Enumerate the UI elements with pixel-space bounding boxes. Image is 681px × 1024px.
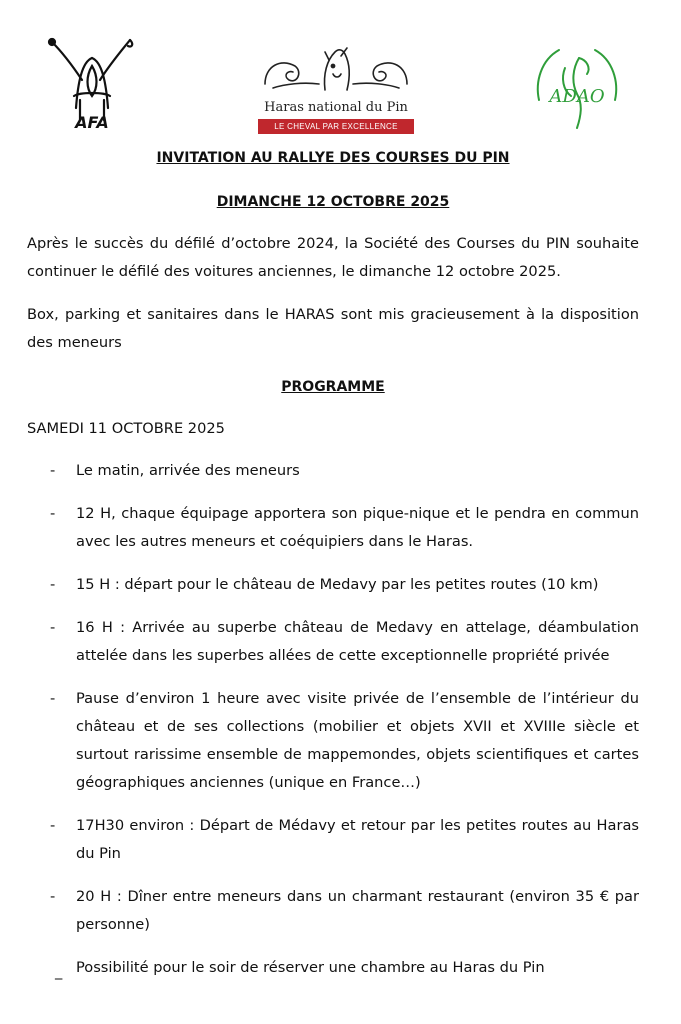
haras-logo-name: Haras national du Pin [264, 100, 408, 115]
program-title: PROGRAMME [281, 379, 385, 395]
event-date: DIMANCHE 12 OCTOBRE 2025 [216, 194, 450, 210]
list-dash: - [50, 690, 56, 707]
list-dash: - [50, 619, 56, 636]
list-item-text: 16 H : Arrivée au superbe château de Medavy en attelage, déambulation attelée dans les superbes allées de cette exceptionnelle propriété privée [76, 619, 639, 664]
logo-header [0, 36, 681, 136]
svg-text:AFA: AFA [75, 113, 109, 132]
list-item [27, 457, 639, 485]
list-item-text: 12 H, chaque équipage apportera son pique-nique et le pendra en commun avec les autres meneurs et coéquipiers dans le Haras. [76, 505, 639, 550]
afa-logo-icon [46, 36, 138, 132]
svg-text:ADAO: ADAO [549, 86, 605, 107]
list-item-text: 15 H : départ pour le château de Medavy par les petites routes (10 km) [76, 576, 599, 593]
list-dash: - [50, 576, 56, 593]
list-item-text: Possibilité pour le soir de réserver une chambre au Haras du Pin [76, 959, 545, 976]
adao-logo-icon [527, 38, 627, 134]
haras-logo-tagline: LE CHEVAL PAR EXCELLENCE [258, 119, 414, 134]
list-item [27, 571, 639, 599]
list-item-text: 20 H : Dîner entre meneurs dans un charmant restaurant (environ 35 € par personne) [76, 888, 639, 933]
list-dash: - [50, 462, 56, 479]
list-item-text: Pause d’environ 1 heure avec visite privée de l’ensemble de l’intérieur du château et de ses collections (mobilier et objets XVII et XVIIIe siècle et surtout rarissime ensemble de mappemondes, objets scientifiques et cartes géographiques anciennes (unique en France…) [76, 690, 639, 791]
invitation-title: INVITATION AU RALLYE DES COURSES DU PIN [156, 150, 510, 166]
list-dash: - [50, 505, 56, 522]
list-item [27, 883, 639, 939]
invitation-document [27, 144, 639, 982]
day-label: SAMEDI 11 OCTOBRE 2025 [27, 420, 225, 437]
list-item [27, 954, 639, 982]
list-item [27, 685, 639, 797]
list-item [27, 500, 639, 556]
list-item-text: Le matin, arrivée des meneurs [76, 462, 300, 479]
list-item [27, 614, 639, 670]
intro-paragraph: Après le succès du défilé d’octobre 2024, la Société des Courses du PIN souhaite continuer le défilé des voitures anciennes, le dimanche 12 octobre 2025. [27, 235, 639, 280]
haras-national-logo [255, 44, 417, 136]
list-item-text: 17H30 environ : Départ de Médavy et retour par les petites routes au Haras du Pin [76, 817, 639, 862]
horse-head-crest-icon [255, 44, 417, 100]
list-dash: _ [55, 963, 63, 980]
facilities-paragraph: Box, parking et sanitaires dans le HARAS sont mis gracieusement à la disposition des meneurs [27, 306, 639, 351]
list-dash: - [50, 888, 56, 905]
program-list [27, 457, 639, 982]
list-dash: - [50, 817, 56, 834]
list-item [27, 812, 639, 868]
